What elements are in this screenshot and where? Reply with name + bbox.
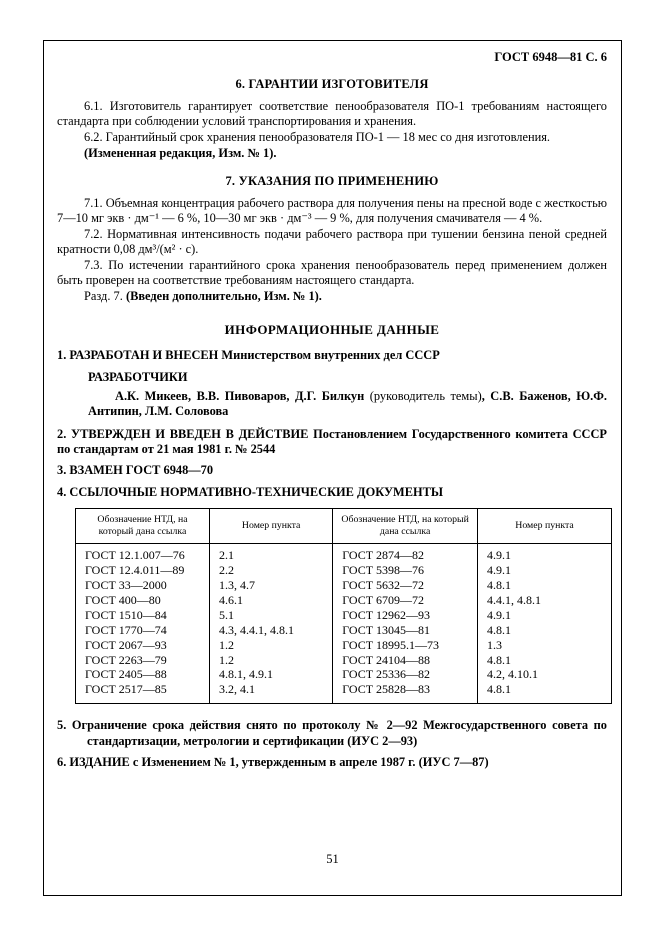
clause-number-cell: 4.8.1 (477, 682, 611, 703)
paragraph-6-2: 6.2. Гарантийный срок хранения пенообразователя ПО-1 — 18 мес со дня изготовления. (84, 130, 551, 145)
clause-number-cell: 4.2, 4.10.1 (477, 667, 611, 682)
section-7-title: 7. УКАЗАНИЯ ПО ПРИМЕНЕНИЮ (225, 173, 439, 188)
clause-number-cell: 4.6.1 (210, 593, 333, 608)
ntd-ref-cell: ГОСТ 12.1.007—76 (76, 544, 210, 563)
table-row (76, 578, 612, 593)
ntd-ref-cell: ГОСТ 25828—83 (333, 682, 478, 703)
developers-names-part1: А.К. Микеев, В.В. Пивоваров, Д.Г. Билкун (115, 388, 370, 403)
ntd-ref-cell: ГОСТ 2874—82 (333, 544, 478, 563)
ntd-ref-cell: ГОСТ 400—80 (76, 593, 210, 608)
ntd-ref-cell: ГОСТ 24104—88 (333, 653, 478, 668)
clause-number-cell: 4.3, 4.4.1, 4.8.1 (210, 623, 333, 638)
clause-number-cell: 2.2 (210, 563, 333, 578)
info-item-4: 4. ССЫЛОЧНЫЕ НОРМАТИВНО-ТЕХНИЧЕСКИЕ ДОКУМЕНТЫ (57, 484, 444, 499)
clause-number-cell: 5.1 (210, 608, 333, 623)
section-6-title: 6. ГАРАНТИИ ИЗГОТОВИТЕЛЯ (235, 77, 429, 91)
developers-label: РАЗРАБОТЧИКИ (88, 369, 188, 384)
header-ntd-ref-1: Обозначение НТД, на который дана ссылка (76, 509, 210, 544)
ntd-ref-cell: ГОСТ 12.4.011—89 (76, 563, 210, 578)
clause-number-cell: 4.8.1 (477, 653, 611, 668)
clause-number-cell: 4.8.1, 4.9.1 (210, 667, 333, 682)
ntd-ref-cell: ГОСТ 2405—88 (76, 667, 210, 682)
clause-number-cell: 4.8.1 (477, 578, 611, 593)
clause-number-cell: 1.3, 4.7 (210, 578, 333, 593)
ntd-ref-cell: ГОСТ 2263—79 (76, 653, 210, 668)
table-row (76, 593, 612, 608)
page-frame (43, 40, 622, 896)
developers-names (57, 389, 607, 420)
table-row (76, 623, 612, 638)
clause-number-cell: 4.9.1 (477, 608, 611, 623)
table-row (76, 563, 612, 578)
paragraph-7-2: 7.2. Нормативная интенсивность подачи рабочего раствора при тушении бензина пеной средней кратности 0,08 дм³/(м² · с). (57, 226, 607, 256)
references-table (75, 508, 612, 704)
table-row (76, 544, 612, 563)
clause-number-cell: 2.1 (210, 544, 333, 563)
clause-number-cell: 3.2, 4.1 (210, 682, 333, 703)
clause-number-cell: 4.9.1 (477, 544, 611, 563)
ntd-ref-cell: ГОСТ 12962—93 (333, 608, 478, 623)
info-item-5: 5. Ограничение срока действия снято по протоколу № 2—92 Межгосударственного совета по стандартизации, метрологии и сертификации (ИУС 2—93) (57, 718, 607, 748)
note-section-7-text: (Введен дополнительно, Изм. № 1). (125, 289, 322, 304)
developers-role: (руководитель темы) (369, 388, 482, 403)
clause-number-cell: 1.3 (477, 638, 611, 653)
info-item-1: 1. РАЗРАБОТАН И ВНЕСЕН Министерством внутренних дел СССР (57, 348, 440, 363)
ntd-table-body (76, 544, 612, 704)
ntd-ref-cell: ГОСТ 5398—76 (333, 563, 478, 578)
clause-number-cell: 1.2 (210, 638, 333, 653)
info-item-3: 3. ВЗАМЕН ГОСТ 6948—70 (57, 463, 214, 478)
clause-number-cell: 1.2 (210, 653, 333, 668)
paragraph-7-1: 7.1. Объемная концентрация рабочего раствора для получения пены на пресной воде с жесткостью 7—10 мг экв · дм⁻¹ — 6 %, 10—30 мг экв · дм⁻³ — 9 %, для получения смачивателя — 4 %. (57, 195, 607, 225)
note-6-2: (Измененная редакция, Изм. № 1). (84, 146, 277, 161)
ntd-ref-cell: ГОСТ 5632—72 (333, 578, 478, 593)
table-row (76, 608, 612, 623)
clause-number-cell: 4.8.1 (477, 623, 611, 638)
ntd-ref-cell: ГОСТ 1510—84 (76, 608, 210, 623)
clause-number-cell: 4.4.1, 4.8.1 (477, 593, 611, 608)
page-number: 51 (326, 852, 339, 866)
ntd-ref-cell: ГОСТ 33—2000 (76, 578, 210, 593)
ntd-ref-cell: ГОСТ 13045—81 (333, 623, 478, 638)
table-row (76, 653, 612, 668)
info-item-6: 6. ИЗДАНИЕ с Изменением № 1, утвержденным в апреле 1987 г. (ИУС 7—87) (57, 754, 489, 769)
doc-reference: ГОСТ 6948—81 С. 6 (494, 50, 607, 64)
table-row (76, 667, 612, 682)
ntd-ref-cell: ГОСТ 1770—74 (76, 623, 210, 638)
ntd-ref-cell: ГОСТ 2517—85 (76, 682, 210, 703)
table-header-row (76, 509, 612, 544)
ntd-ref-cell: ГОСТ 2067—93 (76, 638, 210, 653)
ntd-ref-cell: ГОСТ 25336—82 (333, 667, 478, 682)
paragraph-7-3: 7.3. По истечении гарантийного срока хранения пенообразователь перед применением должен быть проверен на соответствие требованиям настоящего стандарта. (57, 258, 607, 288)
header-clause-1: Номер пункта (210, 509, 333, 544)
ntd-ref-cell: ГОСТ 6709—72 (333, 593, 478, 608)
header-ntd-ref-2: Обозначение НТД, на который дана ссылка (333, 509, 478, 544)
note-section-7 (57, 289, 607, 304)
ntd-ref-cell: ГОСТ 18995.1—73 (333, 638, 478, 653)
table-row (76, 638, 612, 653)
developers-names-part2: , С.В. Баженов, Ю.Ф. Антипин, Л.М. Соловова (88, 388, 607, 419)
paragraph-6-1: 6.1. Изготовитель гарантирует соответствие пенообразователя ПО-1 требованиям настоящего стандарта при соблюдении условий транспортирования и хранения. (57, 99, 607, 129)
header-clause-2: Номер пункта (477, 509, 611, 544)
table-row (76, 682, 612, 703)
clause-number-cell: 4.9.1 (477, 563, 611, 578)
note-section-7-prefix: Разд. 7. (84, 289, 126, 304)
info-item-2: 2. УТВЕРЖДЕН И ВВЕДЕН В ДЕЙСТВИЕ Постановлением Государственного комитета СССР по стандартам от 21 мая 1981 г. № 2544 (57, 426, 607, 456)
info-data-title: ИНФОРМАЦИОННЫЕ ДАННЫЕ (224, 322, 440, 338)
